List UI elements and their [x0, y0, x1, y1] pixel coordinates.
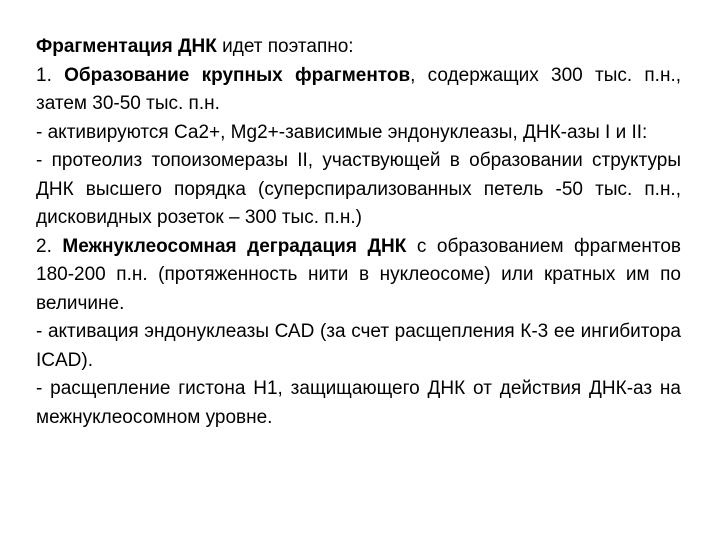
- stage-2-paragraph: [36, 233, 681, 319]
- intro-paragraph: [36, 33, 681, 62]
- stage-1-point-activation: - активируются Са2+, Mg2+-зависимые эндонуклеазы, ДНК-азы I и II:: [36, 121, 648, 143]
- intro-title: Фрагментация ДНК: [36, 36, 217, 57]
- stage-1-number: 1.: [36, 64, 65, 86]
- stage-2-point-cad: - активация эндонуклеазы САD (за счет расщепления К-3 ее ингибитора ICAD).: [36, 321, 681, 371]
- stage-2-point-histone: - расщепление гистона Н1, защищающего ДНК от действия ДНК-аз на межнуклеосомном уровне.: [36, 378, 681, 428]
- stage-2-number: 2.: [36, 235, 63, 257]
- slide-content: [36, 33, 681, 432]
- stage-2-heading: Межнуклеосомная деградация ДНК: [62, 235, 407, 257]
- stage-2-text: с образованием фрагментов 180-200 п.н. (протяженность нити в нуклеосоме) или кратных им по величине.: [36, 235, 681, 314]
- stage-1-paragraph: [36, 62, 681, 119]
- intro-text: идет поэтапно:: [216, 36, 354, 57]
- stage-1-point-proteolysis: - протеолиз топоизомеразы II, участвующей в образовании структуры ДНК высшего порядка (суперспирализованных петель -50 тыс. п.н., дисковидных розеток – 300 тыс. п.н.): [36, 150, 681, 228]
- stage-1-text: , содержащих 300 тыс. п.н., затем 30-50 тыс. п.н.: [36, 64, 681, 114]
- stage-1-heading: Образование крупных фрагментов: [64, 64, 411, 86]
